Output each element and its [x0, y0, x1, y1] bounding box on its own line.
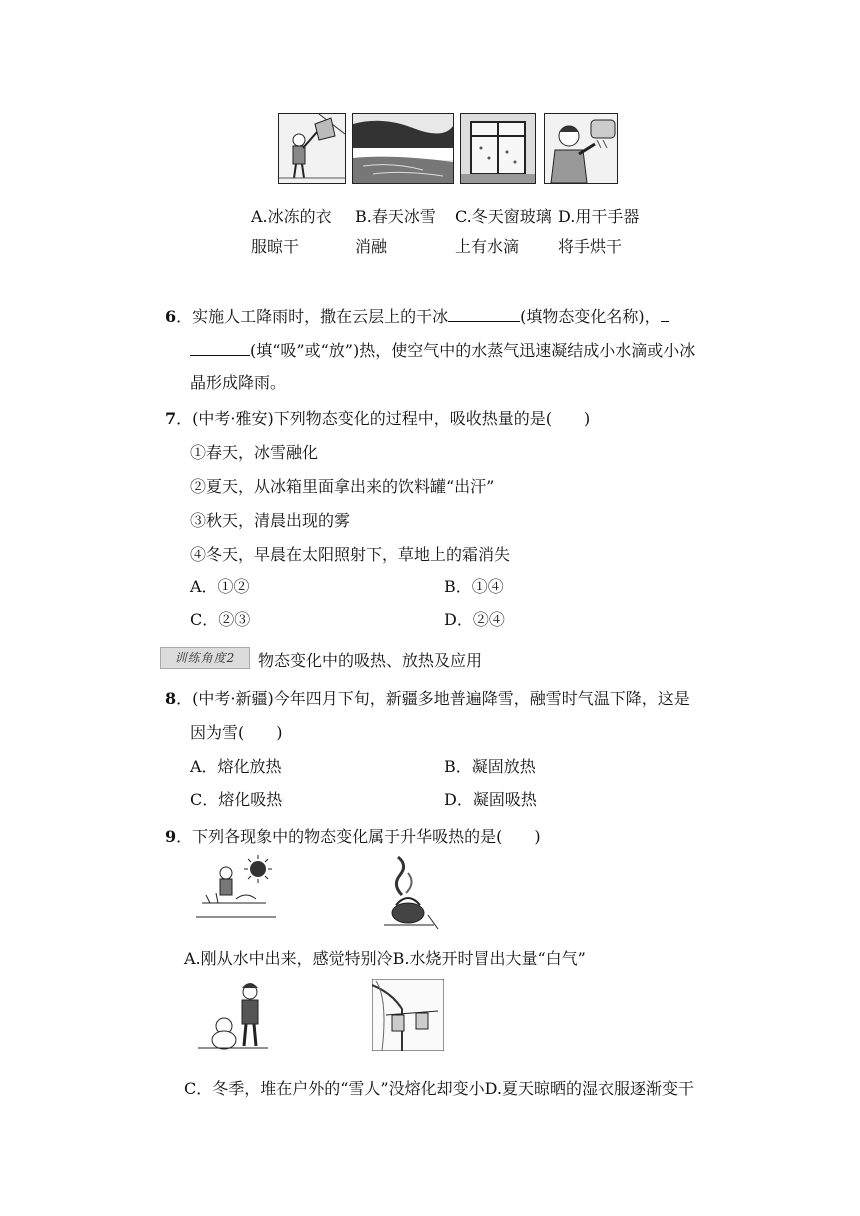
question-number: 9: [165, 827, 177, 846]
q7-option-d[interactable]: D．②④: [444, 610, 505, 629]
question-number: 8: [165, 689, 177, 708]
section-title: 物态变化中的吸热、放热及应用: [258, 651, 483, 670]
question-text: ．实施人工降雨时，撒在云层上的干冰: [176, 307, 449, 326]
q8-option-d[interactable]: D．凝固吸热: [444, 790, 537, 809]
question-7-stem: [165, 406, 590, 429]
q5-caption-a-line1: A.冰冻的衣: [251, 207, 332, 226]
window-water-drops-image: [460, 113, 536, 184]
q7-item-3: ③秋天，清晨出现的雾: [190, 511, 351, 530]
question-text: ．下列各现象中的物态变化属于升华吸热的是( ): [176, 827, 541, 846]
question-6-line1: [165, 304, 669, 327]
q8-option-b[interactable]: B．凝固放热: [444, 757, 536, 776]
q7-item-2: ②夏天，从冰箱里面拿出来的饮料罐“出汗”: [190, 477, 495, 496]
q9-caption-cd: C．冬季，堆在户外的“雪人”没熔化却变小D.夏天晾晒的湿衣服逐渐变干: [184, 1079, 694, 1098]
answer-blank-1[interactable]: [448, 305, 520, 322]
q5-caption-b-line2: 消融: [355, 237, 388, 256]
frozen-clothes-image: [278, 113, 346, 184]
question-number: 7: [165, 409, 177, 428]
question-8-line2: 因为雪( ): [190, 723, 283, 742]
answer-blank-2-start[interactable]: [661, 305, 669, 322]
q8-option-a[interactable]: A．熔化放热: [190, 757, 282, 776]
q5-caption-d-line1: D.用干手器: [558, 207, 640, 226]
question-text: (填物态变化名称)，: [520, 307, 661, 326]
answer-blank-2[interactable]: [190, 339, 250, 356]
q7-item-1: ①春天，冰雪融化: [190, 443, 319, 462]
drying-clothes-image: [372, 979, 444, 1051]
q9-caption-ab: A.刚从水中出来，感觉特别冷B.水烧开时冒出大量“白气”: [184, 949, 586, 968]
question-6-line2: [190, 338, 695, 361]
q5-caption-b-line1: B.春天冰雪: [355, 207, 436, 226]
question-9-stem: [165, 824, 541, 847]
training-angle-badge: 训练角度2: [160, 647, 250, 669]
question-text: ．(中考·雅安)下列物态变化的过程中，吸收热量的是( ): [176, 409, 591, 428]
spring-thaw-image: [352, 113, 454, 184]
question-6-line3: 晶形成降雨。: [190, 373, 287, 392]
q5-caption-a-line2: 服晾干: [251, 237, 300, 256]
q5-caption-d-line2: 将手烘干: [558, 237, 623, 256]
q7-option-b[interactable]: B．①④: [444, 577, 504, 596]
hand-dryer-image: [544, 113, 618, 184]
q5-caption-c-line1: C.冬天窗玻璃: [455, 207, 552, 226]
boiling-kettle-image: [372, 855, 442, 930]
question-text: ．(中考·新疆)今年四月下旬，新疆多地普遍降雪，融雪时气温下降，这是: [176, 689, 690, 708]
question-number: 6: [165, 307, 177, 326]
q8-option-c[interactable]: C．熔化吸热: [190, 790, 283, 809]
question-8-line1: [165, 686, 690, 709]
q5-caption-c-line2: 上有水滴: [455, 237, 520, 256]
swimmer-image: [196, 855, 276, 927]
q7-option-a[interactable]: A．①②: [190, 577, 250, 596]
q7-option-c[interactable]: C．②③: [190, 610, 251, 629]
question-text: (填“吸”或“放”)热，使空气中的水蒸气迅速凝结成小水滴或小冰: [250, 341, 696, 360]
snowman-image: [198, 976, 268, 1054]
q7-item-4: ④冬天，早晨在太阳照射下，草地上的霜消失: [190, 545, 511, 564]
